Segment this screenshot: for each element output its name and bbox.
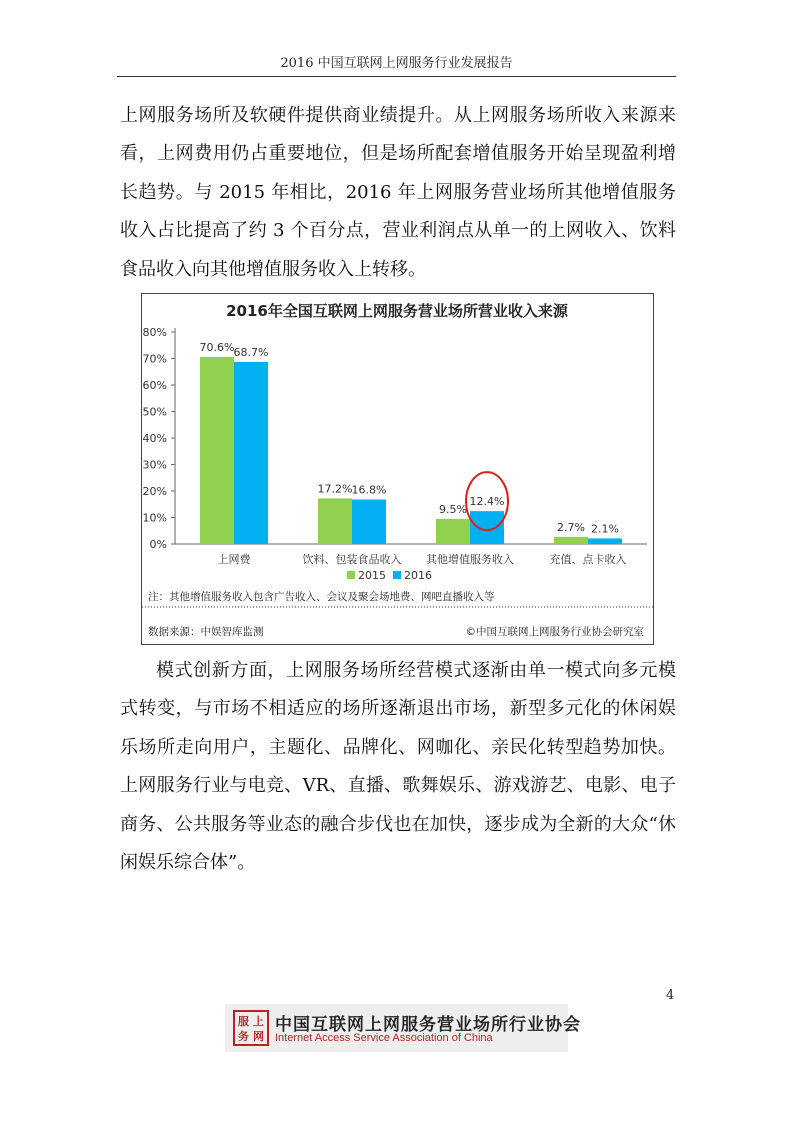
- x-category-label: 充值、点卡收入: [549, 553, 627, 566]
- bar-2015: [200, 357, 234, 544]
- x-category-label: 其他增值服务收入: [426, 553, 514, 566]
- y-tick-label: 70%: [142, 352, 167, 366]
- bar-value-label: 2.1%: [591, 522, 619, 536]
- page-header: 2016 中国互联网上网服务行业发展报告: [280, 56, 513, 71]
- bar-value-label: 2.7%: [557, 520, 585, 534]
- paragraph-model-innovation: 模式创新方面，上网服务场所经营模式逐渐由单一模式向多元模式转变，与市场不相适应的场所逐渐退出市场，新型多元化的休闲娱乐场所走向用户，主题化、品牌化、网咖化、亲民化转型趋势加快。上网服务行业与电竞、VR、直播、歌舞娱乐、游戏游艺、电影、电子商务、公共服务等业态的融合步伐也在加快，逐步成为全新的大众“休闲娱乐综合体”。: [120, 660, 676, 874]
- y-tick-label: 40%: [142, 432, 167, 445]
- bar-2016: [234, 362, 268, 544]
- legend-swatch-2016: [393, 571, 401, 579]
- footer-logo: [225, 1004, 581, 1052]
- bar-value-label: 17.2%: [317, 482, 353, 496]
- y-tick-label: 60%: [142, 379, 167, 392]
- org-name-cn: 中国互联网上网服务营业场所行业协会: [275, 1015, 581, 1035]
- y-tick-label: 50%: [142, 405, 167, 419]
- bar-value-label: 70.6%: [199, 340, 235, 354]
- bar-2015: [318, 498, 352, 544]
- bar-2016: [470, 511, 504, 544]
- chart-title: 2016年全国互联网上网服务营业场所营业收入来源: [226, 302, 568, 320]
- bar-2016: [352, 499, 386, 544]
- chart-source: 数据来源：中娱智库监测: [148, 626, 264, 638]
- y-tick-label: 0%: [149, 538, 167, 551]
- y-tick-label: 30%: [142, 458, 167, 472]
- y-tick-label: 10%: [142, 511, 167, 525]
- bar-value-label: 16.8%: [351, 483, 387, 497]
- bar-2015: [436, 519, 470, 544]
- chart-note: 注：其他增值服务收入包含广告收入、会议及聚会场地费、网吧直播收入等: [148, 591, 495, 603]
- bar-2015: [554, 537, 588, 544]
- org-name-en: Internet Access Service Association of China: [275, 1032, 493, 1044]
- x-category-label: 上网费: [217, 553, 251, 566]
- paragraph-revenue: 上网服务场所及软硬件提供商业绩提升。从上网服务场所收入来源来看，上网费用仍占重要地位，但是场所配套增值服务开始呈现盈利增长趋势。与 2015 年相比，2016 年上网服务营业场所其他增值服务收入占比提高了约 3 个百分点，营业利润点从单一的上网收入、饮料食品收入向其他增值服务收入上转移。: [120, 105, 676, 280]
- header-rule: [117, 76, 676, 77]
- y-tick-label: 20%: [142, 485, 167, 498]
- revenue-chart: [141, 293, 654, 645]
- bar-value-label: 68.7%: [233, 345, 269, 359]
- chart-copyright: ©中国互联网上网服务行业协会研究室: [465, 626, 644, 638]
- legend-label-2016: 2016: [404, 569, 432, 582]
- bar-value-label: 12.4%: [469, 495, 505, 509]
- legend-swatch-2015: [347, 571, 355, 579]
- chart-svg: [142, 294, 653, 644]
- x-category-label: 饮料、包装食品收入: [302, 553, 402, 566]
- association-seal-icon: 服 上 务 网: [233, 1010, 269, 1046]
- legend-label-2015: 2015: [358, 569, 386, 582]
- bar-2016: [588, 538, 622, 544]
- bar-value-label: 9.5%: [439, 502, 467, 516]
- page-number: 4: [666, 988, 675, 1003]
- y-tick-label: 80%: [142, 326, 167, 339]
